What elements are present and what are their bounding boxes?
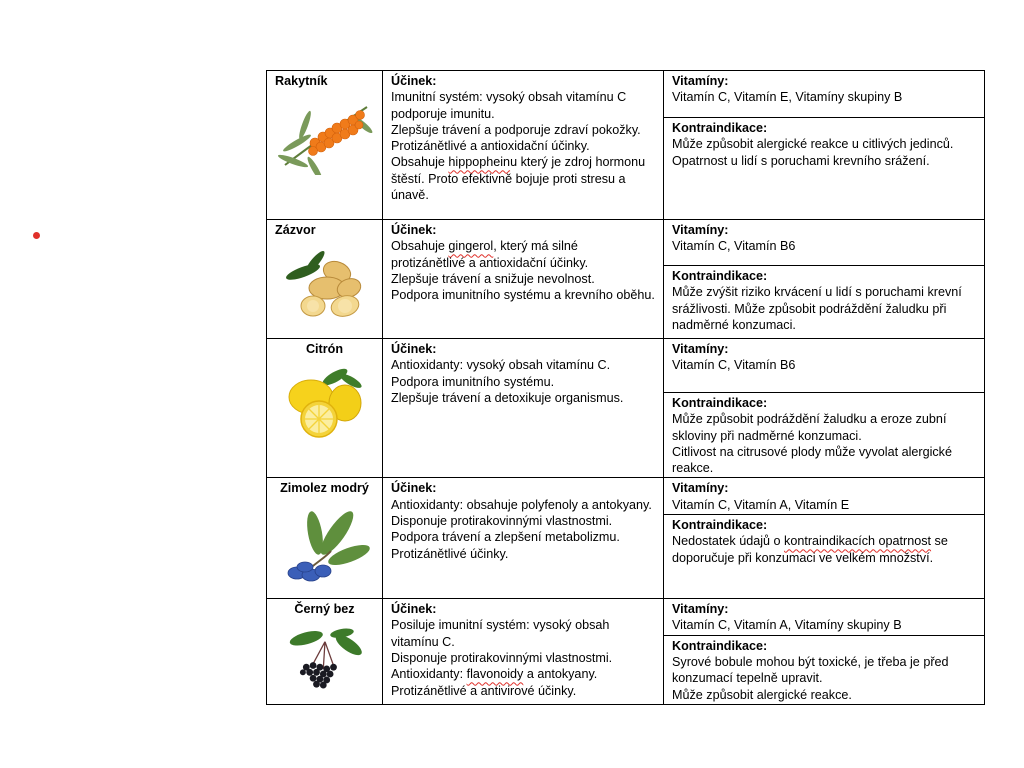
table-row [267, 339, 985, 393]
herb-name: Zimolez modrý [280, 481, 369, 496]
table-row [267, 71, 985, 118]
effect-text: u který je zdroj hormonu štěstí. Proto efektivně bojuje proti stresu a únavě. [391, 155, 646, 203]
lemon-image [275, 363, 375, 443]
spellcheck-underlined-word: flavonoidy [466, 667, 524, 682]
effect-text: Antioxidanty: [391, 667, 467, 682]
effect-line: Posiluje imunitní systém: vysoký obsah vitamínu C. [391, 618, 610, 649]
effect-line: Protizánětlivé a antioxidační účinky. [391, 139, 590, 154]
contraindications-cell [664, 393, 985, 478]
contraindications-cell [664, 515, 985, 599]
effect-line: Podpora trávení a zlepšení metabolizmu. [391, 530, 620, 545]
vitamins-text: Vitamín C, Vitamín B6 [672, 239, 796, 254]
ginger-image [275, 244, 375, 324]
elderberry-image [275, 623, 375, 691]
contraindications-header: Kontraindikace: [672, 396, 768, 410]
effect-text: Obsahuje [391, 239, 449, 254]
effect-text: a antokyany. [523, 667, 598, 682]
vitamins-header: Vitamíny: [672, 74, 729, 88]
herb-name: Černý bez [294, 602, 355, 617]
contraindications-text: Syrové bobule mohou být toxické, je třeba je před konzumací tepelně upravit. [672, 654, 949, 686]
blue-honeysuckle-image [275, 503, 375, 583]
effect-line: Zlepšuje trávení a detoxikuje organismus. [391, 390, 624, 405]
vitamins-cell [664, 339, 985, 393]
herb-table [266, 70, 985, 705]
vitamins-cell [664, 478, 985, 515]
contraindications-text: Citlivost na citrusové plody může vyvolat alergické reakce. [672, 444, 952, 476]
contraindications-header: Kontraindikace: [672, 638, 768, 653]
effect-line [391, 238, 655, 271]
herb-name: Rakytník [275, 74, 328, 88]
contraindications-fragment: se doporučuje při konzumaci ve velkém množství. [672, 534, 948, 565]
spellcheck-underlined-word: gingerol [448, 239, 494, 254]
bullet-marker [33, 232, 40, 239]
herb-name-cell [267, 478, 383, 599]
spellcheck-underlined-word: kontraindikacích opatrnost [784, 534, 932, 549]
contraindications-cell [664, 118, 985, 220]
vitamins-header: Vitamíny: [672, 342, 729, 356]
effect-cell [383, 71, 664, 220]
herb-name-cell [267, 71, 383, 220]
vitamins-header: Vitamíny: [672, 223, 729, 237]
effect-line: Imunitní systém: vysoký obsah vitamínu C podporuje imunitu. [391, 90, 627, 121]
vitamins-text: Vitamín C, Vitamín B6 [672, 358, 796, 373]
effect-line: Podpora imunitního systému. [391, 374, 555, 389]
vitamins-text: Vitamín C, Vitamín A, Vitamíny skupiny B [672, 618, 902, 633]
effect-line: Zlepšuje trávení a snižuje nevolnost. [391, 271, 595, 286]
herb-name-cell [267, 599, 383, 705]
effect-line: Podpora imunitního systému a krevního oběhu. [391, 288, 655, 303]
effect-header: Účinek: [391, 74, 437, 88]
effect-text: , který má silné protizánětlivé a antioxidační účinky. [391, 239, 589, 270]
contraindications-text [672, 533, 976, 566]
vitamins-text: Vitamín C, Vitamín A, Vitamín E [672, 497, 850, 512]
spellcheck-underlined-word: hippophein [448, 155, 511, 170]
contraindications-header: Kontraindikace: [672, 518, 768, 533]
effect-line: Antioxidanty: vysoký obsah vitamínu C. [391, 358, 611, 373]
effect-line: Disponuje protirakovinnými vlastnostmi. [391, 650, 613, 665]
herb-name-cell [267, 220, 383, 339]
herb-name-cell [267, 339, 383, 478]
effect-header: Účinek: [391, 342, 437, 356]
contraindications-header: Kontraindikace: [672, 121, 768, 135]
vitamins-cell [664, 220, 985, 266]
contraindications-cell [664, 635, 985, 704]
vitamins-cell [664, 71, 985, 118]
contraindications-fragment: Nedostatek údajů o [672, 534, 785, 549]
herb-name: Citrón [305, 342, 344, 356]
contraindications-text: Může způsobit alergické reakce. [672, 687, 852, 702]
contraindications-text: Může způsobit podráždění žaludku a eroze zubní skloviny při nadměrné konzumaci. [672, 412, 947, 443]
effect-header: Účinek: [391, 602, 437, 617]
vitamins-text: Vitamín C, Vitamín E, Vitamíny skupiny B [672, 90, 903, 105]
table-row [267, 220, 985, 266]
effect-line: Protizánětlivé účinky. [391, 546, 509, 561]
effect-cell [383, 599, 664, 705]
effect-text: Obsahuje [391, 155, 449, 170]
vitamins-header: Vitamíny: [672, 602, 729, 617]
effect-line: Antioxidanty: obsahuje polyfenoly a antokyany. [391, 497, 652, 512]
effect-header: Účinek: [391, 481, 437, 496]
table-row [267, 478, 985, 515]
table-row [267, 599, 985, 636]
effect-cell [383, 339, 664, 478]
effect-line [391, 666, 655, 682]
vitamins-header: Vitamíny: [672, 481, 729, 496]
effect-header: Účinek: [391, 223, 437, 237]
effect-cell [383, 220, 664, 339]
herb-name: Zázvor [275, 223, 316, 237]
sea-buckthorn-image [275, 95, 375, 175]
vitamins-cell [664, 599, 985, 636]
contraindications-text: Může zvýšit riziko krvácení u lidí s poruchami krevní srážlivosti. Může způsobit podráždění žaludku při nadměrné konzumaci. [672, 285, 962, 332]
contraindications-cell [664, 266, 985, 339]
effect-line: Zlepšuje trávení a podporuje zdraví pokožky. [391, 122, 641, 137]
effect-line: Disponuje protirakovinnými vlastnostmi. [391, 514, 613, 529]
effect-cell [383, 478, 664, 599]
effect-line: Protizánětlivé a antivirové účinky. [391, 683, 577, 698]
contraindications-text: Může způsobit alergické reakce u citlivých jedinců. Opatrnost u lidí s poruchami krevního srážení. [672, 137, 954, 168]
effect-line [391, 154, 655, 203]
contraindications-header: Kontraindikace: [672, 269, 768, 283]
